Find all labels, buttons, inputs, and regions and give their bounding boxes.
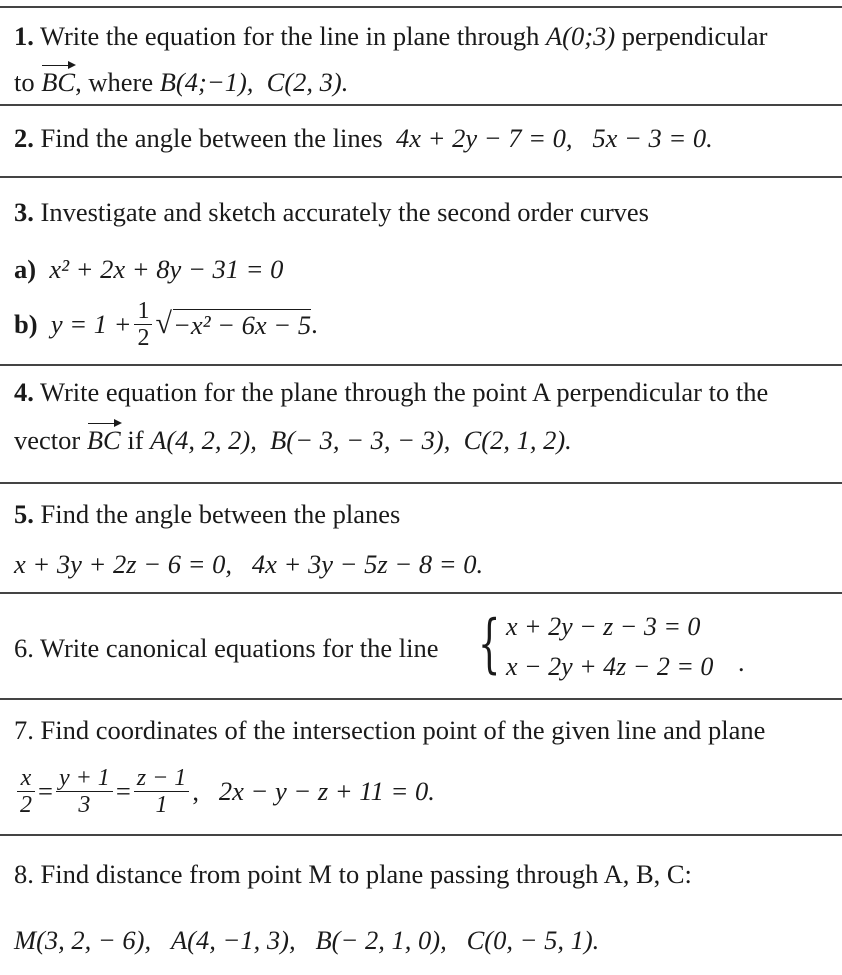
vector-bc: BC: [86, 425, 121, 455]
radicand: −x² − 6x − 5: [172, 310, 312, 340]
problem-3: [0, 178, 842, 366]
point-c: C(2, 3).: [266, 67, 349, 97]
problem-number: 7.: [14, 715, 34, 745]
point-c: C(2, 1, 2).: [463, 425, 572, 455]
problem-4: [0, 366, 842, 484]
vector-bc: BC: [41, 67, 76, 97]
problem-7: [0, 700, 842, 836]
problem-text: to: [14, 67, 35, 97]
radical-sign-icon: √: [155, 307, 172, 340]
problem-text: Write canonical equations for the line: [40, 633, 439, 663]
plane-equation: 2x − y − z + 11 = 0.: [218, 776, 435, 806]
left-brace-icon: {: [478, 607, 501, 681]
problem-8-line-2: [14, 924, 599, 956]
plane-equation-2: 4x + 3y − 5z − 8 = 0.: [251, 549, 484, 579]
sentence-end: .: [738, 648, 745, 677]
fraction-numerator: z − 1: [134, 765, 190, 792]
problem-4-line-1: [14, 376, 768, 408]
equation-1: 4x + 2y − 7 = 0,: [395, 123, 573, 153]
square-root: [155, 309, 311, 339]
point-a: A(4, 2, 2),: [150, 425, 257, 455]
problem-3-line-1: [14, 196, 649, 228]
problem-7-line-1: [14, 714, 765, 746]
problem-2-line: [14, 122, 713, 154]
problem-text: if: [127, 425, 144, 455]
point-c: C(0, − 5, 1).: [466, 925, 600, 955]
problem-2: [0, 106, 842, 178]
problem-text: vector: [14, 425, 81, 455]
fraction-numerator: x: [17, 765, 35, 792]
problem-text: Find coordinates of the intersection point of the given line and plane: [40, 715, 766, 745]
fraction-denominator: 1: [155, 791, 168, 818]
fraction-y-plus-1-over-3: [56, 765, 113, 818]
comma: ,: [192, 776, 199, 806]
curve-equation-a: x² + 2x + 8y − 31 = 0: [49, 254, 284, 284]
point-m: M(3, 2, − 6),: [14, 925, 152, 955]
fraction-one-half: [134, 298, 152, 351]
sentence-end: .: [311, 309, 318, 339]
point-b: B(4;−1),: [159, 67, 254, 97]
problem-number: 8.: [14, 859, 34, 889]
problem-7-line-2: [14, 758, 435, 824]
fraction-denominator: 2: [137, 324, 150, 351]
problem-text: Find distance from point M to plane passing through A, B, C:: [40, 859, 692, 889]
problem-number: 2.: [14, 123, 34, 153]
problem-5: [0, 484, 842, 594]
system-equation-2: x − 2y + 4z − 2 = 0: [506, 652, 714, 681]
fraction-denominator: 3: [78, 791, 91, 818]
problem-4-line-2: [14, 424, 572, 456]
point-a: A(0;3): [546, 21, 616, 51]
problem-6: [0, 594, 842, 700]
problem-text-end: perpendicular: [621, 21, 768, 51]
problem-number: 3.: [14, 197, 34, 227]
problem-1-line-2: [14, 66, 348, 98]
problem-3-part-a: [14, 253, 283, 285]
problem-1-line-1: [14, 20, 767, 52]
problem-3-part-b: [14, 296, 318, 352]
problem-5-line-2: [14, 548, 483, 580]
fraction-numerator: 1: [134, 298, 152, 325]
point-a: A(4, −1, 3),: [170, 925, 296, 955]
problem-text: Find the angle between the lines: [40, 123, 383, 153]
curve-equation-b-prefix: y = 1 +: [50, 309, 132, 339]
problem-6-line: [14, 632, 439, 664]
problem-8: [0, 836, 842, 975]
problem-text: , where: [75, 67, 154, 97]
problem-8-line-1: [14, 858, 692, 890]
fraction-z-minus-1-over-1: [134, 765, 190, 818]
equals-sign: =: [115, 776, 131, 806]
problem-number: 5.: [14, 499, 34, 529]
problem-text: Write the equation for the line in plane through: [40, 21, 540, 51]
problem-text: Investigate and sketch accurately the second order curves: [40, 197, 649, 227]
part-label: b): [14, 309, 38, 339]
fraction-denominator: 2: [20, 791, 32, 818]
system-equation-1: x + 2y − z − 3 = 0: [506, 612, 701, 641]
problem-number: 4.: [14, 377, 34, 407]
plane-equation-1: x + 3y + 2z − 6 = 0,: [14, 549, 232, 579]
problem-text: Write equation for the plane through the point A perpendicular to the: [40, 377, 769, 407]
fraction-x-over-2: [17, 765, 35, 818]
problem-5-line-1: [14, 498, 400, 530]
problem-1: [0, 6, 842, 106]
problem-text: Find the angle between the planes: [40, 499, 401, 529]
fraction-numerator: y + 1: [56, 765, 113, 792]
point-b: B(− 2, 1, 0),: [315, 925, 447, 955]
part-label: a): [14, 254, 37, 284]
equation-2: 5x − 3 = 0.: [592, 123, 713, 153]
equals-sign: =: [38, 776, 53, 806]
point-b: B(− 3, − 3, − 3),: [270, 425, 451, 455]
problem-number: 6.: [14, 633, 34, 663]
problem-number: 1.: [14, 21, 34, 51]
